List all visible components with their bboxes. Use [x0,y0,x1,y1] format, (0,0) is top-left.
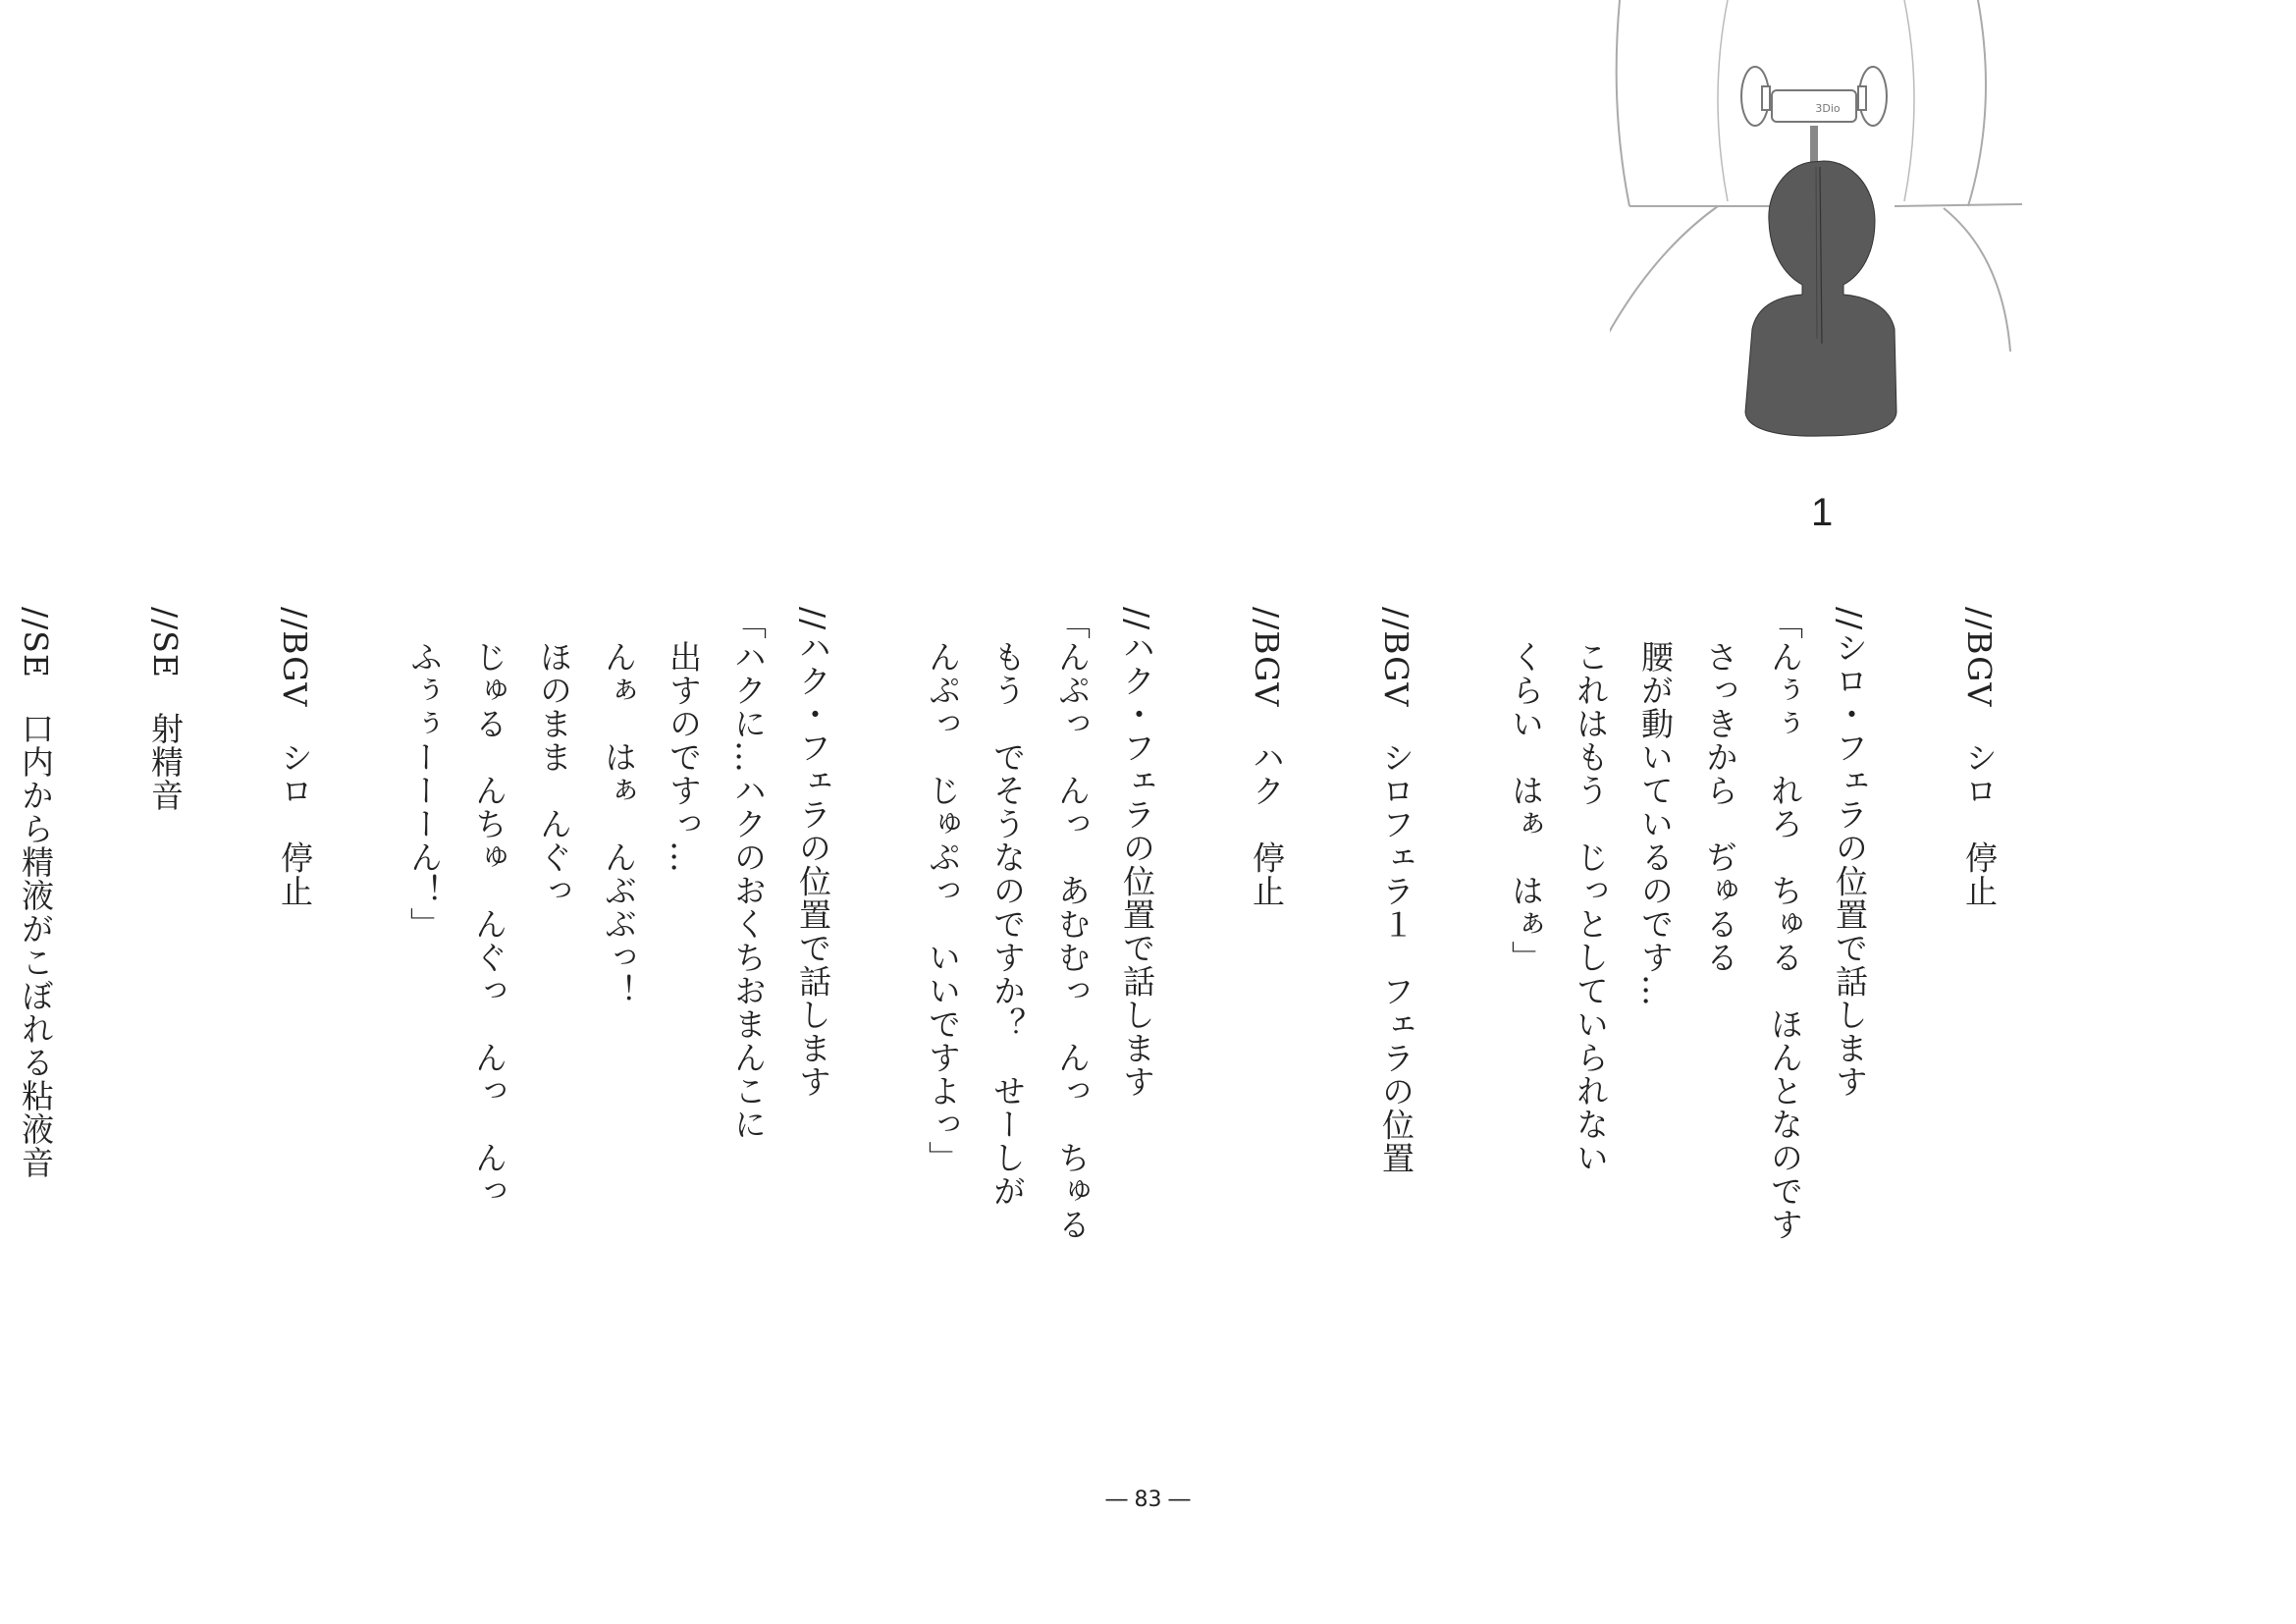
blank-line [845,607,910,1490]
script-line: んぷっ じゅぷっ いいですよっ」 [924,607,962,1174]
script-line: もう でそうなのですか？ せーしが [988,607,1027,1208]
script-line: んぁ はぁ んぶぶっ！ [600,607,638,1007]
script-line: 「んぅぅ れろ ちゅる ほんとなのです [1766,607,1804,1241]
script-line: これはもう じっとしていられない [1572,607,1610,1174]
script-line: くらい はぁ はぁ」 [1507,607,1545,974]
script-line: 出すのですっ… [665,607,703,874]
section-number: 1 [1811,491,1834,534]
blank-line [1882,607,1947,1490]
script-line: //SE 射精音 [146,607,185,812]
binaural-mic-icon [1741,67,1887,126]
blank-line [197,607,262,1490]
script-line: 「んぷっ んっ あむむっ んっ ちゅる [1053,607,1092,1241]
script-line: さっきから ぢゅるる [1701,607,1739,974]
binaural-recording-illustration [1610,0,2042,442]
blank-line [1428,607,1493,1490]
blank-line [1299,607,1363,1490]
script-line: //BGV シロ 停止 [276,607,314,908]
script-line: じゅる んちゅ んぐっ んっ んっ [470,607,508,1208]
blank-line [327,607,392,1490]
blank-line [68,607,133,1490]
script-line: //BGV シロフェラ１ フェラの位置 [1377,607,1415,1175]
script-line: //BGV シロ 停止 [1960,607,1999,908]
script-line: //シロ・フェラの位置で話します [1831,607,1869,1099]
device-label: 3Dio [1815,102,1841,115]
script-line: ふぅぅーーーん！」 [405,607,444,941]
script-line: //BGV ハク 停止 [1248,607,1286,908]
blank-line [1169,607,1234,1490]
script-line: 腰が動いているのです… [1636,607,1675,1007]
script-line: 「ハクに…ハクのおくちおまんこに [729,607,768,1141]
page-number: ― 83 ― [1105,1488,1191,1512]
script-body [0,607,2011,1490]
script-line: //ハク・フェラの位置で話します [1118,607,1156,1099]
script-line: //ハク・フェラの位置で話します [794,607,832,1099]
script-line: //SE 口内から精液がこぼれる粘液音 [17,607,55,1179]
script-line: ほのまま んぐっ [535,607,573,907]
